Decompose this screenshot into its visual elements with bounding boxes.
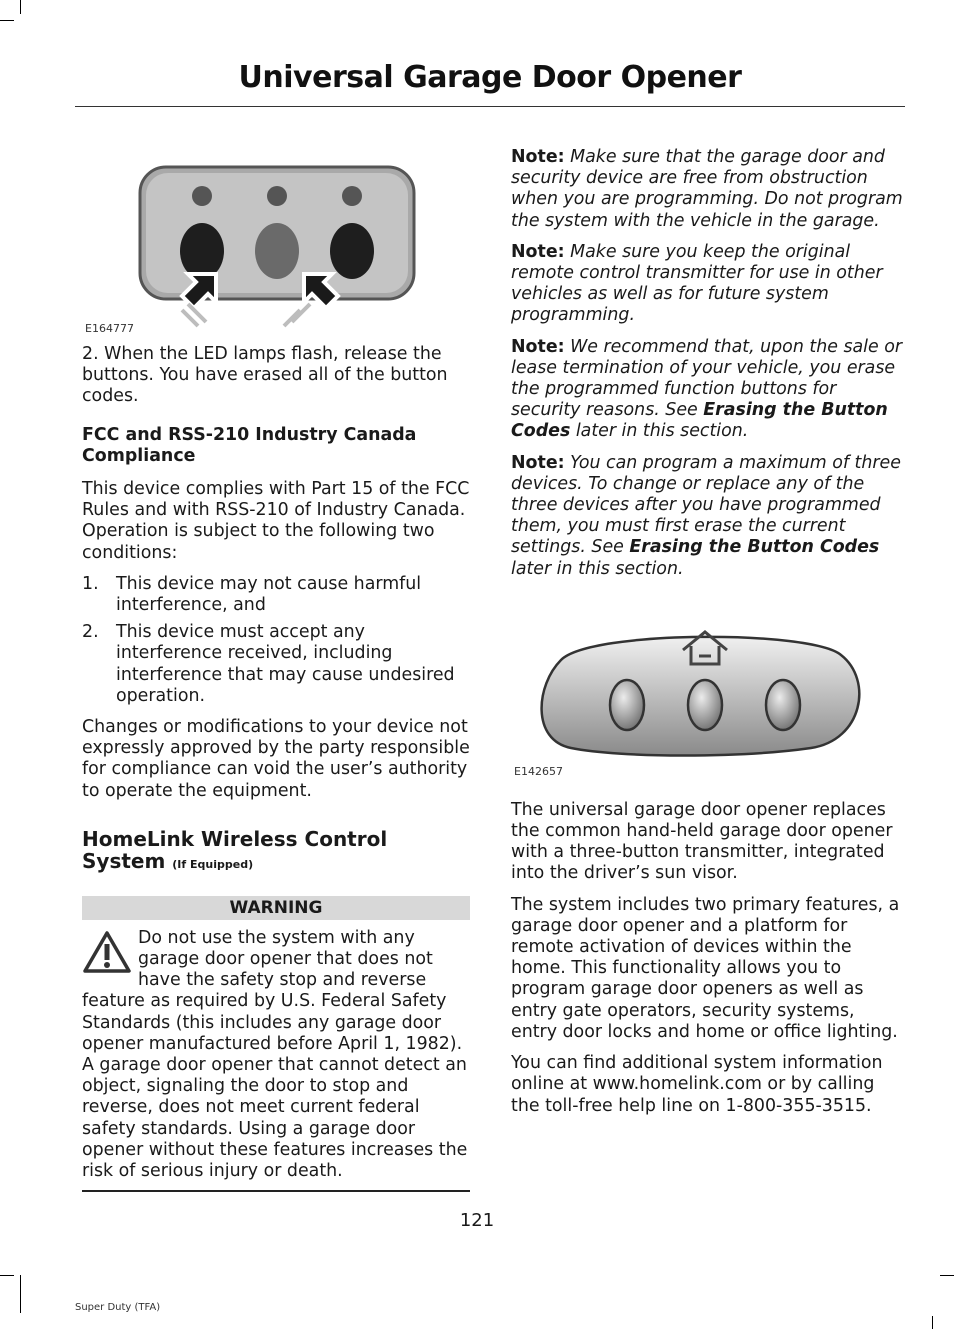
equipped-note: (If Equipped) xyxy=(172,857,254,871)
warning-rule xyxy=(82,1190,470,1192)
footer-model: Super Duty (TFA) xyxy=(75,1302,161,1313)
list-item: 1. This device may not cause harmful interference, and xyxy=(82,573,422,616)
button-panel-illustration xyxy=(82,150,470,334)
page-title: Universal Garage Door Opener xyxy=(238,60,742,95)
crop-mark xyxy=(20,0,21,14)
figure-code: E142657 xyxy=(514,764,563,778)
figure-button-panel xyxy=(82,150,470,334)
note: Note: We recommend that, upon the sale or lease termination of your vehicle, you erase the programmed function buttons for security reasons. See Erasing the Button Codes later in this section. xyxy=(511,336,903,442)
paragraph: You can find additional system information online at www.homelink.com or by calling the toll-free help line on 1-800-355-3515. xyxy=(511,1053,883,1116)
page-number: 121 xyxy=(459,1210,495,1231)
cross-reference: Erasing the Button Codes xyxy=(511,400,888,442)
conditions-list xyxy=(82,574,470,707)
fcc-heading: FCC and RSS-210 Industry Canada Compliance xyxy=(82,424,417,466)
warning-text: Do not use the system with any garage door opener that does not have the safety stop and reverse feature as required by U.S. Federal Safety Standards (this includes any garage door opener manufactured before April 1, 1982). A garage door opener that cannot detect an object, signaling the door to stop and reverse, does not meet current federal safety standards. Using a garage door opener without these features increases the risk of serious injury or death. xyxy=(82,927,468,1182)
note: Note: Make sure that the garage door and security device are free from obstruction when you are programming. Do not program the system with the vehicle in the garage. xyxy=(511,147,903,231)
crop-mark xyxy=(0,1275,14,1276)
paragraph: The universal garage door opener replaces the common hand-held garage door opener with a three-button transmitter, integrated into the driver’s sun visor. xyxy=(511,799,893,884)
title-rule xyxy=(75,106,905,107)
figure-code: E164777 xyxy=(85,322,134,335)
right-column xyxy=(511,147,903,1127)
list-item: 2. This device must accept any interference received, including interference that may cause undesired operation. xyxy=(82,622,455,706)
crop-mark xyxy=(932,1316,933,1329)
crop-mark xyxy=(20,1275,21,1313)
note: Note: You can program a maximum of three devices. To change or replace any of the three devices after you have programmed them, you must first erase the current settings. See Erasing the Button Codes later in this section. xyxy=(511,452,901,579)
step-2-text: 2. When the LED lamps flash, release the buttons. You have erased all of the button codes. xyxy=(82,344,448,407)
fcc-body: This device complies with Part 15 of the FCC Rules and with RSS-210 of Industry Canada. Operation is subject to the following two conditions: xyxy=(82,479,470,563)
changes-text: Changes or modifications to your device not expressly approved by the party responsible for compliance can void the user’s authority to operate the equipment. xyxy=(82,717,470,801)
warning-label: WARNING xyxy=(82,896,470,920)
crop-mark xyxy=(940,1275,954,1276)
cross-reference: Erasing the Button Codes xyxy=(629,537,880,558)
note: Note: Make sure you keep the original remote control transmitter for use in other vehicles as well as for future system programming. xyxy=(511,241,883,326)
homelink-heading: HomeLink Wireless Control System (If Equipped) xyxy=(82,826,388,873)
visor-transmitter-illustration xyxy=(511,600,903,775)
crop-mark xyxy=(0,20,14,21)
paragraph: The system includes two primary features, a garage door opener and a platform for remote activation of devices within the home. This functionality allows you to program garage door openers as well as entry gate operators, security systems, entry door locks and home or office lighting. xyxy=(511,894,900,1042)
warning-triangle-icon xyxy=(82,930,132,974)
left-column xyxy=(82,150,470,1192)
figure-visor-transmitter xyxy=(511,600,903,800)
warning-box xyxy=(82,896,470,1192)
